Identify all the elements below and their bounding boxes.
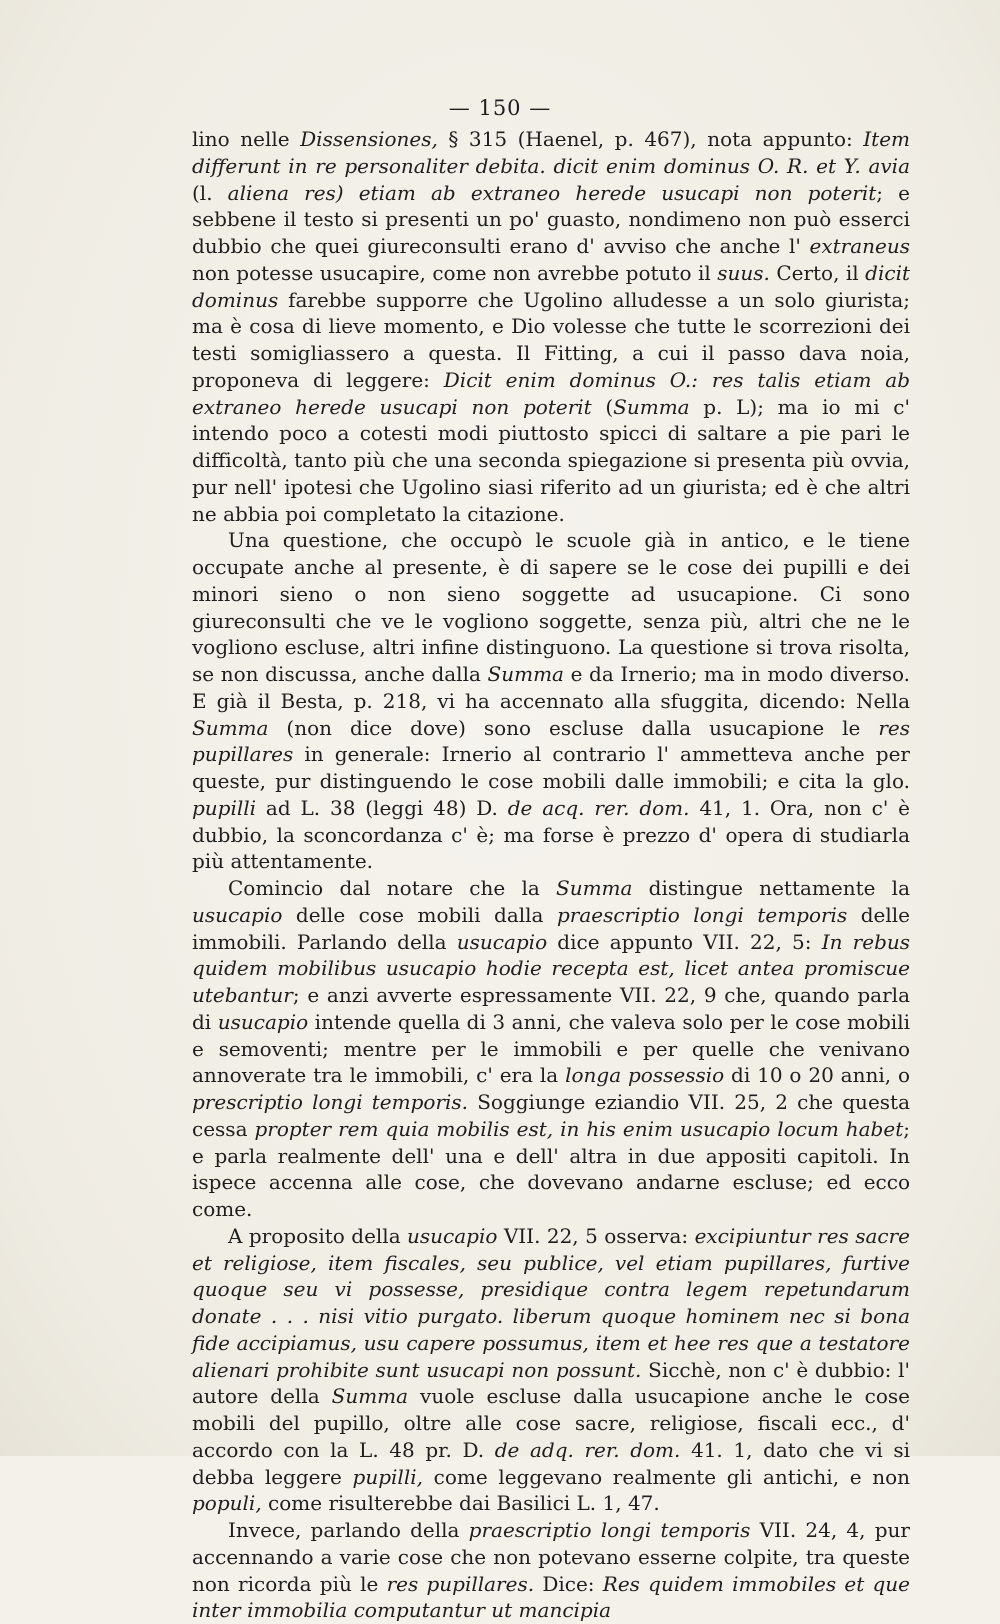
italic-text: pupilli [192, 795, 257, 820]
text-run: come risulterebbe dai Basilici L. 1, 47. [261, 1491, 660, 1516]
text-run: delle immobili. Parlando della [192, 902, 910, 954]
italic-text: res pupillares. [386, 1571, 535, 1596]
text-run: ; e sebbene il testo si presenti un po' guasto, nondimeno non può esserci dubbio che quei giureconsulti erano d' avviso che anche l' [192, 180, 910, 258]
italic-text: Dicit enim dominus O.: res talis etiam ab extraneo herede usucapi non poterit [192, 367, 910, 419]
italic-text: pupilli, [352, 1464, 423, 1489]
text-run: dice appunto VII. 22, 5: [547, 929, 822, 954]
text-run: 41, 1. Ora, non c' è dubbio, la sconcordanza c' è; ma forse è prezzo d' opera di studiarla più attentamente. [192, 795, 910, 874]
text-run: lino nelle [192, 127, 301, 151]
italic-text: praescriptio longi temporis [556, 902, 848, 927]
italic-text: de adq. rer. dom. [494, 1437, 681, 1462]
text-run: delle cose mobili dalla [282, 902, 557, 927]
text-run: A proposito della [228, 1223, 408, 1248]
italic-text: Summa [192, 715, 269, 740]
italic-text: populi, [192, 1491, 262, 1516]
paragraph [192, 527, 910, 875]
text-run: in generale: Irnerio al contrario l' ammetteva anche per queste, pur distinguendo le cose mobili dalle immobili; e cita la glo. [192, 742, 910, 793]
text-run: Dice: [534, 1571, 603, 1596]
paragraph [192, 1223, 910, 1517]
italic-text: dicit dominus [192, 260, 911, 312]
italic-text: suus. [717, 260, 770, 285]
italic-text: Summa [487, 662, 564, 686]
paragraph [192, 875, 910, 1223]
text-run: p. L); ma io mi c' intendo poco a cotesti modi piuttosto spicci di saltare a pie pari le difficoltà, tanto più che una seconda spiegazione si presenta più ovvia, pur nell' ipotesi che Ugolino siasi riferito ad un giurista; ed è che altri ne abbia poi completato la citazione. [192, 394, 910, 526]
paragraph [192, 1517, 910, 1624]
text-run: ad L. 38 (leggi 48) D. [256, 795, 508, 820]
text-run: ( [591, 394, 614, 419]
text-run: Sicchè, non c' è dubbio: l' autore della [192, 1357, 910, 1409]
text-run: Comincio dal notare che la [228, 876, 556, 900]
italic-text: usucapio [192, 902, 283, 927]
text-run: VII. 22, 5 osserva: [497, 1223, 695, 1248]
text-run: Certo, il [769, 260, 866, 285]
text-run: Soggiunge eziandio VII. 25, 2 che questa cessa [192, 1090, 910, 1141]
italic-text: usucapio [456, 929, 548, 954]
text-run: § 315 (Haenel, p. 467), nota appunto: [437, 127, 864, 151]
text-run: vuole escluse dalla usucapione anche le cose mobili del pupillo, oltre alle cose sacre, religiose, fiscali ecc., d' accordo con la L. 48 pr. D. [192, 1384, 910, 1462]
text-run: Invece, parlando della [228, 1518, 469, 1542]
italic-text: Item differunt in re personaliter debita. dicit enim dominus O. R. et Y. avia [192, 127, 911, 178]
text-run: 41. 1, dato che vi si debba leggere [192, 1437, 910, 1489]
italic-text: praescriptio longi temporis [468, 1518, 751, 1542]
text-run: Una questione, che occupò le scuole già in antico, e le tiene occupate anche al presente, è di sapere se le cose dei pupilli e dei minori sieno o non sieno soggette ad usucapione. Ci sono giureconsulti che ve le vogliono soggette, senza più, altri che ne le vogliono escluse, altri infine distinguono. La questione si trova risolta, se non discussa, anche dalla [192, 528, 910, 686]
text-run: di 10 o 20 anni, o [724, 1063, 911, 1088]
text-run: VII. 24, 4, pur accennando a varie cose che non potevano esserne colpite, tra queste non ricorda più le [192, 1518, 910, 1596]
text-run: ; e anzi avverte espressamente VII. 22, 9 che, quando parla di [192, 983, 910, 1034]
text-run: (non dice dove) sono escluse dalla usucapione le [268, 715, 879, 740]
italic-text: Dissensiones, [300, 127, 438, 151]
text-run: (l. [192, 180, 228, 205]
text-run: intende quella di 3 anni, che valeva solo per le cose mobili e semoventi; mentre per le immobili e per quelle che venivano annoverate tra le immobili, c' era la [192, 1009, 911, 1088]
body-text [192, 126, 910, 1624]
italic-text: usucapio [407, 1223, 498, 1248]
italic-text: aliena res) etiam ab extraneo herede usucapi non poterit [227, 180, 877, 205]
italic-text: longa possessio [565, 1063, 725, 1088]
italic-text: Summa [331, 1384, 409, 1409]
paragraph [192, 126, 910, 527]
text-run: come leggevano realmente gli antichi, e non [422, 1464, 910, 1489]
text-run: non potesse usucapire, come non avrebbe potuto il [192, 260, 718, 285]
text-run: ; e parla realmente dell' una e dell' altra in due appositi capitoli. In ispece accenna alle cose, che dovevano andarne escluse; ed ecco come. [192, 1116, 910, 1221]
italic-text: Summa [613, 394, 690, 419]
italic-text: usucapio [217, 1009, 309, 1034]
text-run: e da Irnerio; ma in modo diverso. E già il Besta, p. 218, vi ha accennato alla sfuggita, dicendo: Nella [192, 662, 910, 713]
italic-text: In rebus quidem mobilibus usucapio hodie recepta est, licet antea promiscue utebantur [192, 929, 911, 1007]
italic-text: Summa [556, 876, 633, 900]
italic-text: extraneus [809, 234, 910, 258]
italic-text: Res quidem immobiles et que inter immobilia computantur ut mancipia [192, 1571, 911, 1623]
italic-text: de acq. rer. dom. [507, 795, 690, 820]
italic-text: prescriptio longi temporis. [192, 1090, 469, 1114]
text-run: farebbe supporre che Ugolino alludesse a un solo giurista; ma è cosa di lieve momento, e Dio volesse che tutte le scorrezioni dei testi somigliassero a questa. Il Fitting, a cui il passo dava noia, proponeva di leggere: [192, 287, 910, 392]
italic-text: res pupillares [192, 715, 910, 767]
text-run: distingue nettamente la [632, 876, 910, 900]
page-number: — 150 — [448, 96, 552, 120]
italic-text: propter rem quia mobilis est, in his enim usucapio locum habet [254, 1116, 904, 1141]
italic-text: excipiuntur res sacre et religiose, item fiscales, seu publice, vel etiam pupillares, furtive quoque seu vi possesse, presidique contra legem repetundarum donate . . . nisi vitio purgato. liberum quoque hominem nec si bona fide accipiamus, usu capere possumus, item et hee res que a testatore alienari prohibite sunt usucapi non possunt. [192, 1223, 910, 1382]
